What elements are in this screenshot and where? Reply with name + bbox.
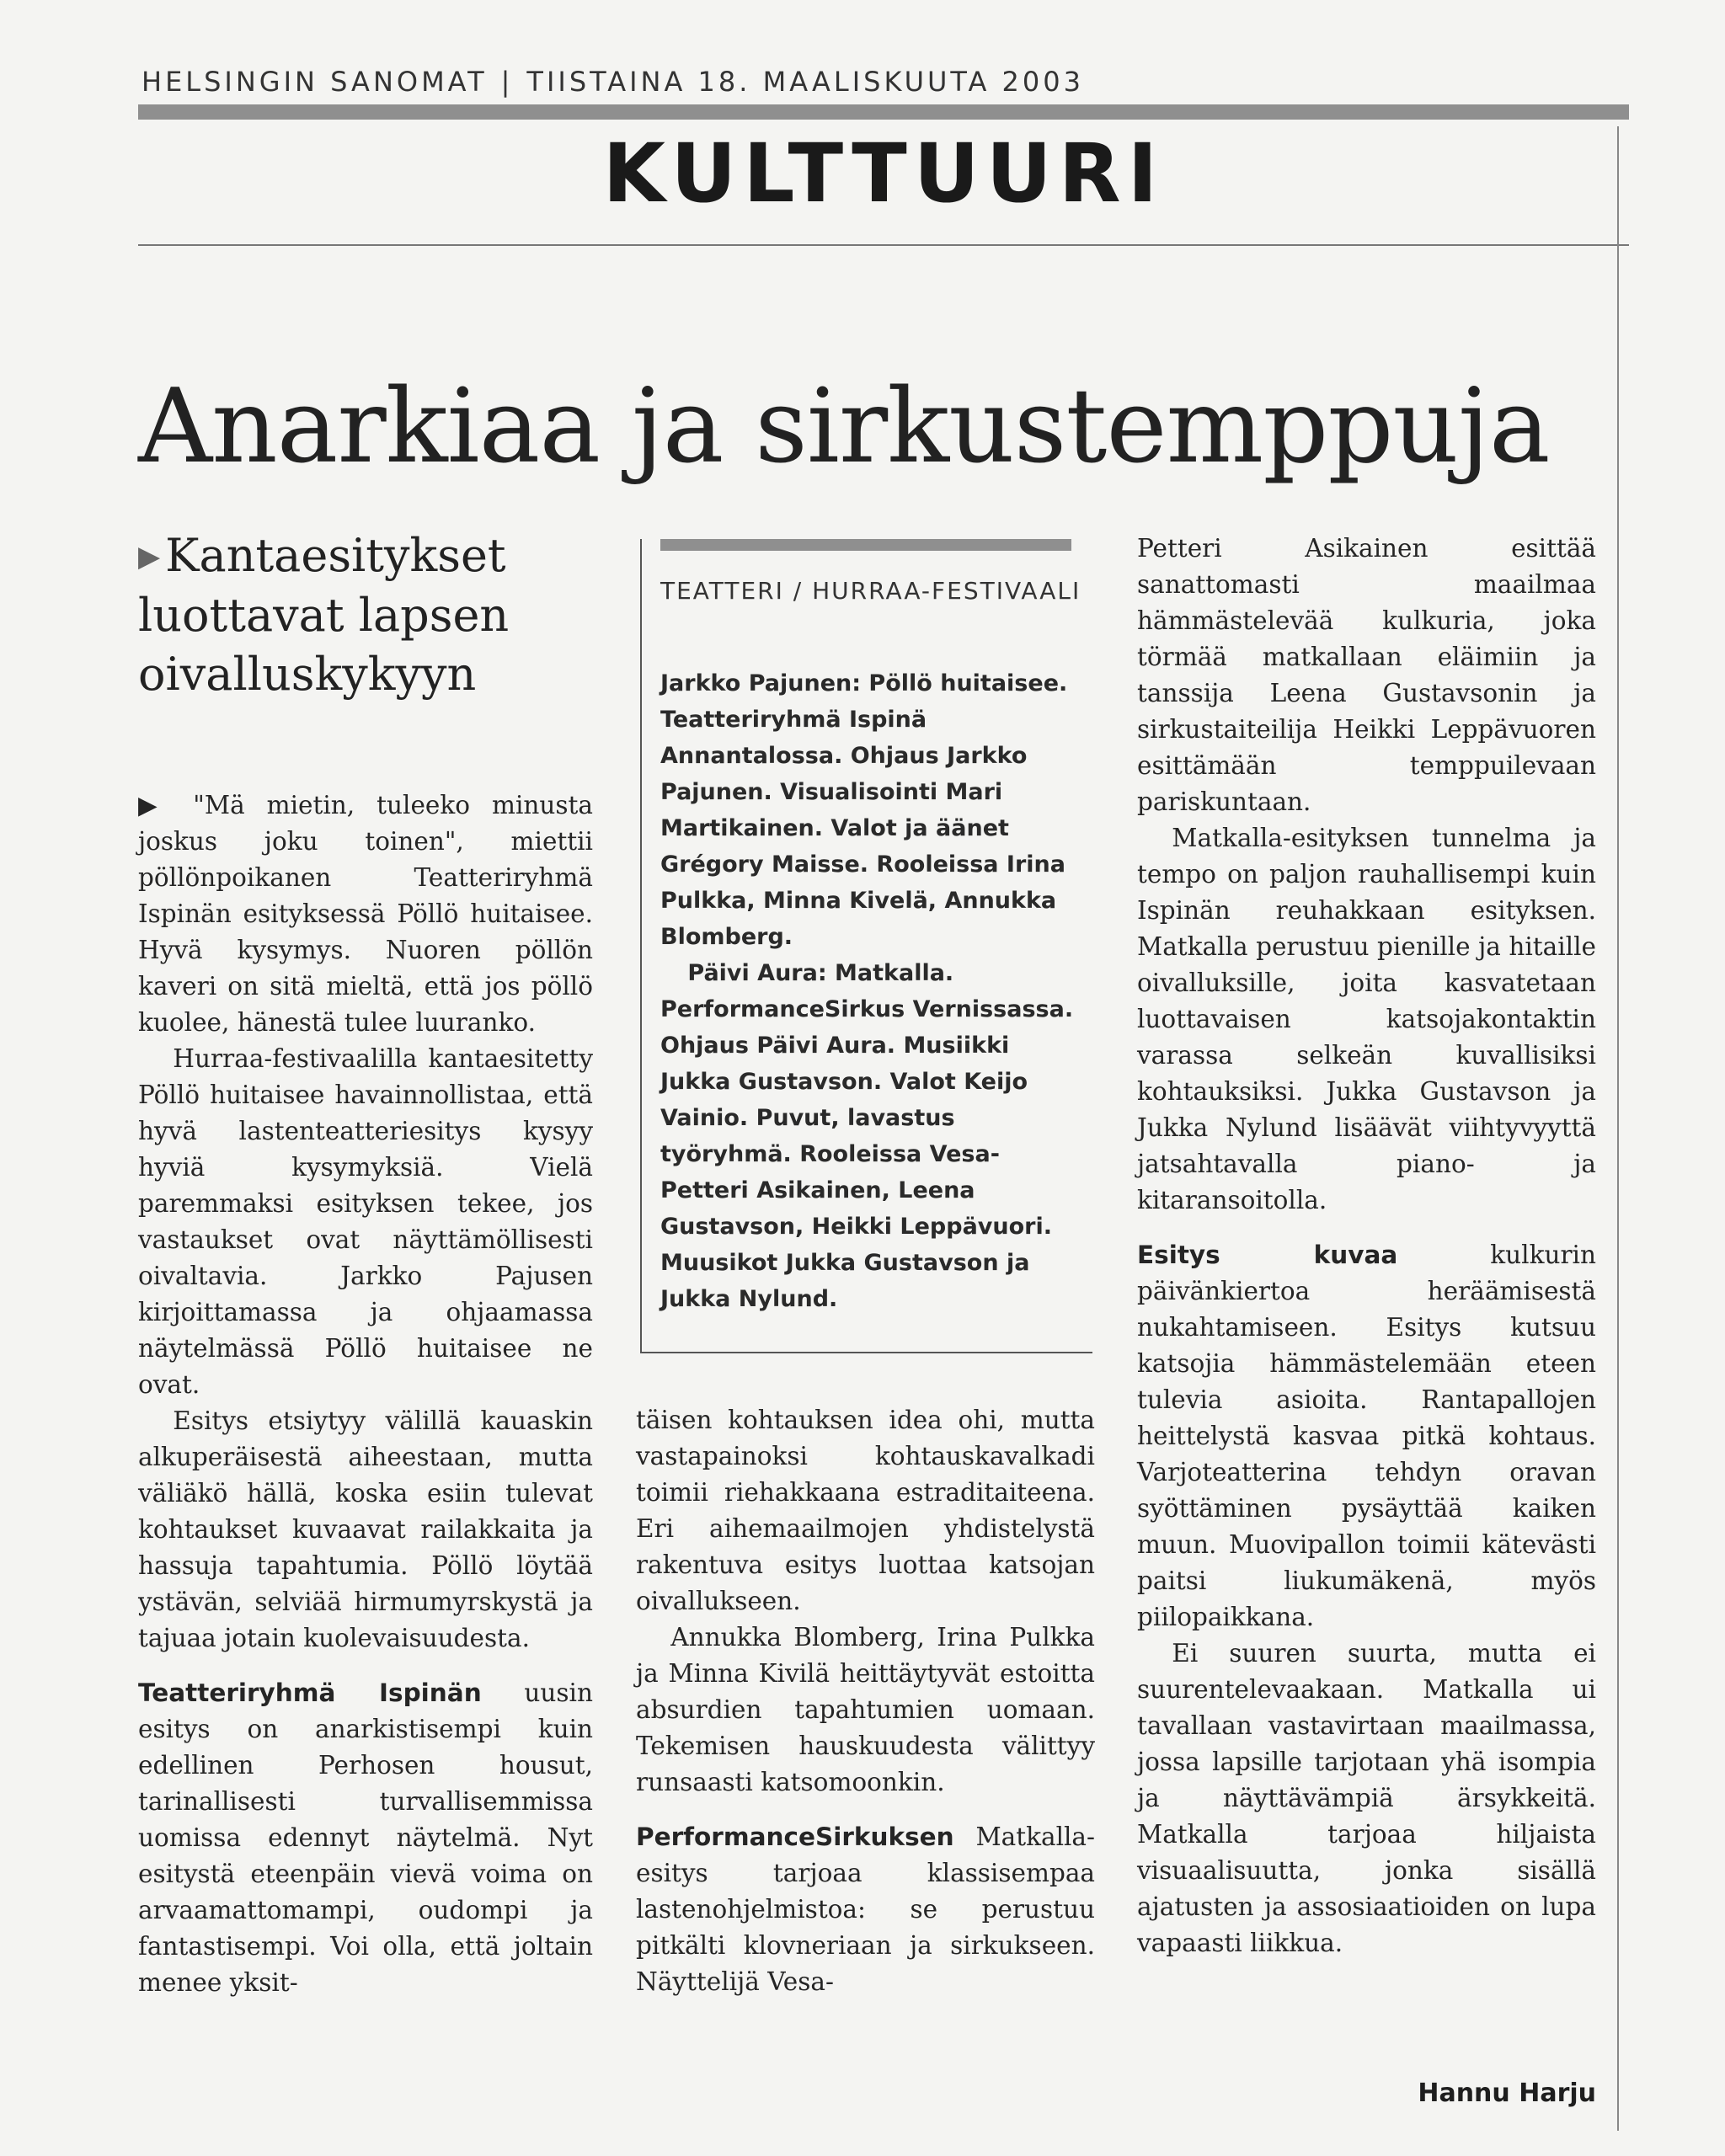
paragraph: Matkalla-esityksen tunnelma ja tempo on paljon rauhallisempi kuin Ispinän reuhakkaan esityksen. Matkalla perustuu pienille ja hitaille oivalluksille, joita kasvatetaan luottavaisen katsojakontaktin varassa selkeän kuvallisiksi kohtauksiksi. Jukka Gustavson ja Jukka Nylund lisäävät viihtyvyyttä jatsahtavalla piano- ja kitaransoitolla. bbox=[1137, 824, 1596, 1214]
paragraph: Petteri Asikainen esittää sanattomasti maailmaa hämmästelevää kulkuria, joka törmää matkallaan eläimiin ja tanssija Leena Gustavsonin ja sirkustaiteilija Heikki Leppävuoren esittämään temppuilevaan pariskuntaan. bbox=[1137, 534, 1596, 816]
headline: Anarkiaa ja sirkustemppuja bbox=[138, 366, 1550, 486]
paragraph bbox=[636, 1819, 1095, 2000]
paragraph: ▶ "Mä mietin, tuleeko minusta joskus joku toinen", miettii pöllönpoikanen Teatteriryhmä Ispinän esityksessä Pöllö huitaisee. Hyvä kysymys. Nuoren pöllön kaveri on sitä mieltä, että jos pöllö kuolee, hänestä tulee luuranko. bbox=[138, 791, 593, 1037]
masthead-rule bbox=[138, 104, 1629, 120]
masthead-paper: HELSINGIN SANOMAT bbox=[142, 66, 488, 98]
paragraph-text: Matkalla-esitys tarjoaa klassisempaa lastenohjelmistoa: se perustuu pitkälti klovneriaan ja sirkukseen. Näyttelijä Vesa- bbox=[636, 1822, 1095, 1996]
paragraph: Hurraa-festivaalilla kantaesitetty Pöllö huitaisee havainnollistaa, että hyvä lastenteatteriesitys kysyy hyviä kysymyksiä. Vielä paremmaksi esityksen tekee, jos vastaukset ovat näyttämöllisesti oivaltavia. Jarkko Pajusen kirjoittamassa ja ohjaamassa näytelmässä Pöllö huitaisee ne ovat. bbox=[138, 1044, 593, 1399]
info-box-paragraph: Jarkko Pajunen: Pöllö huitaisee. Teatteriryhmä Ispinä Annantalossa. Ohjaus Jarkko Pajunen. Visualisointi Mari Martikainen. Valot ja äänet Grégory Maisse. Rooleissa Irina Pulkka, Minna Kivelä, Annukka Blomberg. bbox=[660, 670, 1068, 950]
paragraph: Esitys etsiytyy välillä kauaskin alkuperäisestä aiheestaan, mutta väliäkö hällä, koska esiin tulevat kohtaukset kuvaavat railakkaita ja hassuja tapahtumia. Pöllö löytää ystävän, selviää hirmumyrskystä ja tajuaa jotain kuolevaisuudesta. bbox=[138, 1406, 593, 1652]
info-box-label: TEATTERI / HURRAA-FESTIVAALI bbox=[660, 577, 1081, 605]
paragraph: Annukka Blomberg, Irina Pulkka ja Minna Kivilä heittäytyvät estoitta absurdien tapahtumien uomaan. Tekemisen hauskuudesta välittyy runsaasti katsomoonkin. bbox=[636, 1623, 1095, 1796]
paragraph-lead: Teatteriryhmä Ispinän bbox=[138, 1678, 482, 1707]
article-column-1 bbox=[138, 787, 593, 2001]
info-box-body bbox=[660, 665, 1081, 1317]
paragraph: täisen kohtauksen idea ohi, mutta vastapainoksi kohtauskavalkadi toimii riehakkaana estraditaiteena. Eri aihemaailmojen yhdistelystä rakentuva esitys luottaa katsojan oivallukseen. bbox=[636, 1406, 1095, 1615]
subheadline-text: Kantaesitykset luottavat lapsen oivalluskykyyn bbox=[138, 529, 510, 701]
paragraph-lead: Esitys kuvaa bbox=[1137, 1241, 1398, 1269]
info-box-bar bbox=[660, 539, 1071, 551]
paragraph-text: kulkurin päivänkiertoa heräämisestä nukahtamiseen. Esitys kutsuu katsojia hämmästelemään eteen tulevia asioita. Rantapallojen heittelystä kasvaa pitkä kohtaus. Varjoteatterina tehdyn oravan syöttäminen pysäyttää kaiken muun. Muovipallon toimii kätevästi paitsi liukumäkenä, myös piilopaikkana. bbox=[1137, 1241, 1596, 1631]
production-info-box bbox=[640, 539, 1092, 1353]
paragraph bbox=[138, 1675, 593, 2001]
paragraph-text: uusin esitys on anarkistisempi kuin edellinen Perhosen housut, tarinallisesti turvallisemmissa uomissa edennyt näytelmä. Nyt esitystä eteenpäin vievä voima on arvaamattomampi, oudompi ja fantastisempi. Voi olla, että joltain menee yksit- bbox=[138, 1678, 593, 1997]
masthead-date: TIISTAINA 18. MAALISKUUTA 2003 bbox=[526, 66, 1084, 98]
triangle-marker-icon: ▶ bbox=[138, 540, 161, 574]
masthead-separator: | bbox=[500, 66, 514, 98]
masthead bbox=[142, 66, 1405, 98]
article-column-3 bbox=[1137, 531, 1596, 1961]
paragraph: Ei suuren suurta, mutta ei suurentelevaakaan. Matkalla ui tavallaan vastavirtaan maailmassa, jossa lapsille tarjotaan yhä isompia ja näyttävämpiä ärsykkeitä. Matkalla tarjoaa hiljaista visuaalisuutta, jonka sisällä ajatusten ja assosiaatioiden on lupa vapaasti liikkua. bbox=[1137, 1639, 1596, 1957]
section-rule bbox=[138, 244, 1629, 246]
paragraph-lead: PerformanceSirkuksen bbox=[636, 1822, 954, 1851]
article-column-2 bbox=[636, 1402, 1095, 2000]
info-box-paragraph: Päivi Aura: Matkalla. PerformanceSirkus Vernissassa. Ohjaus Päivi Aura. Musiikki Jukka Gustavson. Valot Keijo Vainio. Puvut, lavastus työryhmä. Rooleissa Vesa-Petteri Asikainen, Leena Gustavson, Heikki Leppävuori. Muusikot Jukka Gustavson ja Jukka Nylund. bbox=[660, 960, 1074, 1312]
subheadline bbox=[138, 526, 559, 704]
author-signature: Hannu Harju bbox=[1418, 2079, 1596, 2108]
paragraph bbox=[1137, 1237, 1596, 1636]
section-title: KULTTUURI bbox=[602, 126, 1165, 221]
